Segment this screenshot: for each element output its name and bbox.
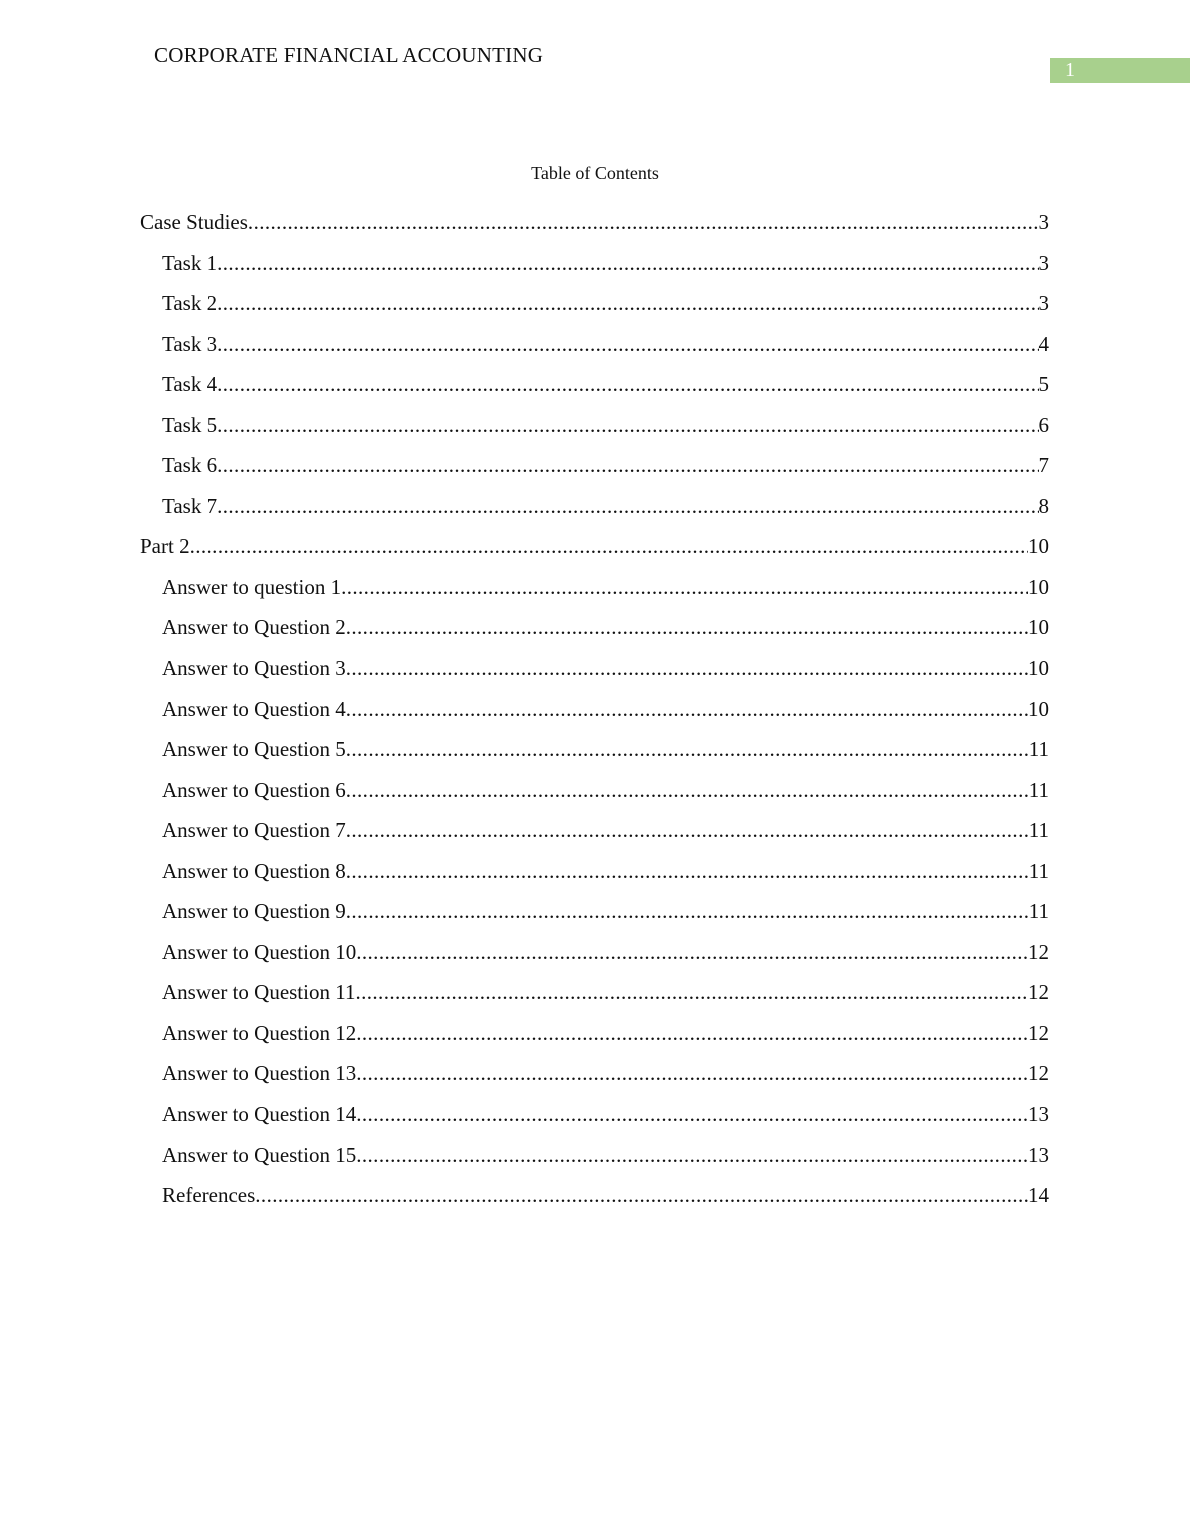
toc-entry-page: 10 <box>1028 574 1049 599</box>
dot-leader <box>346 611 1028 643</box>
table-of-contents <box>140 206 1049 1220</box>
toc-entry-label: Task 3 <box>162 331 218 356</box>
toc-entry-task-6[interactable] <box>140 449 1049 490</box>
page-number-badge <box>1050 58 1190 83</box>
toc-entry-label: Answer to Question 11 <box>162 980 356 1005</box>
dot-leader <box>356 1098 1028 1130</box>
toc-entry-answer-12[interactable] <box>140 1017 1049 1058</box>
dot-leader <box>346 895 1029 927</box>
toc-entry-label: Task 4 <box>162 372 218 397</box>
toc-entry-references[interactable] <box>140 1179 1049 1220</box>
dot-leader <box>346 693 1028 725</box>
toc-entry-task-4[interactable] <box>140 368 1049 409</box>
toc-entry-page: 13 <box>1028 1142 1049 1167</box>
toc-entry-page: 8 <box>1038 493 1049 518</box>
dot-leader <box>346 733 1029 765</box>
toc-entry-page: 12 <box>1028 980 1049 1005</box>
toc-entry-label: Answer to Question 4 <box>162 696 346 721</box>
toc-entry-page: 11 <box>1028 899 1049 924</box>
toc-entry-label: Part 2 <box>140 534 190 559</box>
toc-entry-task-2[interactable] <box>140 287 1049 328</box>
toc-entry-page: 12 <box>1028 939 1049 964</box>
toc-entry-label: Answer to Question 8 <box>162 858 346 883</box>
toc-entry-task-7[interactable] <box>140 490 1049 531</box>
toc-entry-label: Answer to Question 3 <box>162 656 346 681</box>
toc-entry-label: Answer to Question 9 <box>162 899 346 924</box>
toc-entry-label: Answer to Question 5 <box>162 737 346 762</box>
toc-entry-answer-5[interactable] <box>140 733 1049 774</box>
toc-entry-answer-9[interactable] <box>140 895 1049 936</box>
toc-title: Table of Contents <box>531 163 659 183</box>
toc-entry-answer-8[interactable] <box>140 855 1049 896</box>
toc-entry-label: Task 1 <box>162 250 218 275</box>
dot-leader <box>255 1179 1028 1211</box>
dot-leader <box>356 1017 1028 1049</box>
toc-entry-label: Answer to Question 10 <box>162 939 357 964</box>
dot-leader <box>355 976 1028 1008</box>
toc-entry-page: 4 <box>1038 331 1049 356</box>
toc-entry-page: 3 <box>1038 250 1049 275</box>
toc-entry-page: 11 <box>1028 737 1049 762</box>
toc-entry-answer-13[interactable] <box>140 1057 1049 1098</box>
toc-entry-task-5[interactable] <box>140 409 1049 450</box>
toc-entry-page: 14 <box>1028 1183 1049 1208</box>
dot-leader <box>341 571 1028 603</box>
dot-leader <box>356 1139 1028 1171</box>
dot-leader <box>217 368 1038 400</box>
dot-leader <box>217 247 1038 279</box>
toc-entry-task-3[interactable] <box>140 328 1049 369</box>
toc-entry-task-1[interactable] <box>140 247 1049 288</box>
dot-leader <box>346 652 1028 684</box>
toc-entry-answer-3[interactable] <box>140 652 1049 693</box>
dot-leader <box>346 814 1029 846</box>
toc-entry-label: References <box>162 1183 256 1208</box>
toc-entry-page: 12 <box>1028 1061 1049 1086</box>
toc-entry-label: Case Studies <box>140 210 248 234</box>
toc-entry-label: Answer to Question 12 <box>162 1020 357 1045</box>
toc-entry-label: Answer to Question 7 <box>162 818 346 843</box>
toc-entry-label: Answer to Question 15 <box>162 1142 357 1167</box>
toc-entry-page: 10 <box>1028 615 1049 640</box>
dot-leader <box>217 328 1038 360</box>
dot-leader <box>190 530 1028 562</box>
toc-entry-answer-6[interactable] <box>140 774 1049 815</box>
toc-entry-page: 11 <box>1028 777 1049 802</box>
toc-entry-page: 10 <box>1028 696 1049 721</box>
toc-entry-label: Answer to Question 6 <box>162 777 346 802</box>
toc-entry-answer-15[interactable] <box>140 1139 1049 1180</box>
toc-entry-page: 12 <box>1028 1020 1049 1045</box>
toc-entry-label: Answer to question 1 <box>162 574 342 599</box>
dot-leader <box>248 206 1039 238</box>
dot-leader <box>217 449 1038 481</box>
dot-leader <box>217 490 1038 522</box>
dot-leader <box>217 409 1038 441</box>
dot-leader <box>217 287 1038 319</box>
toc-entry-page: 5 <box>1038 372 1049 397</box>
toc-entry-label: Task 2 <box>162 291 218 316</box>
toc-entry-label: Answer to Question 13 <box>162 1061 357 1086</box>
toc-entry-page: 11 <box>1028 818 1049 843</box>
toc-entry-case-studies[interactable] <box>140 206 1049 247</box>
dot-leader <box>356 936 1028 968</box>
toc-entry-page: 6 <box>1038 412 1049 437</box>
toc-entry-part-2[interactable] <box>140 530 1049 571</box>
toc-entry-label: Answer to Question 14 <box>162 1102 357 1127</box>
toc-entry-page: 7 <box>1038 453 1049 478</box>
toc-entry-answer-10[interactable] <box>140 936 1049 977</box>
dot-leader <box>346 774 1029 806</box>
toc-entry-label: Answer to Question 2 <box>162 615 346 640</box>
dot-leader <box>356 1057 1028 1089</box>
toc-entry-answer-4[interactable] <box>140 693 1049 734</box>
page-number: 1 <box>1065 59 1075 81</box>
toc-entry-answer-1[interactable] <box>140 571 1049 612</box>
toc-entry-label: Task 7 <box>162 493 218 518</box>
toc-entry-label: Task 6 <box>162 453 218 478</box>
toc-entry-page: 3 <box>1038 291 1049 316</box>
toc-entry-page: 13 <box>1028 1102 1049 1127</box>
toc-entry-answer-14[interactable] <box>140 1098 1049 1139</box>
toc-entry-answer-2[interactable] <box>140 611 1049 652</box>
toc-entry-answer-7[interactable] <box>140 814 1049 855</box>
toc-entry-answer-11[interactable] <box>140 976 1049 1017</box>
dot-leader <box>346 855 1029 887</box>
toc-entry-page: 10 <box>1028 534 1049 559</box>
toc-entry-page: 10 <box>1028 656 1049 681</box>
toc-entry-label: Task 5 <box>162 412 218 437</box>
running-header-title: CORPORATE FINANCIAL ACCOUNTING <box>154 43 544 67</box>
toc-entry-page: 3 <box>1038 210 1049 234</box>
toc-entry-page: 11 <box>1028 858 1049 883</box>
